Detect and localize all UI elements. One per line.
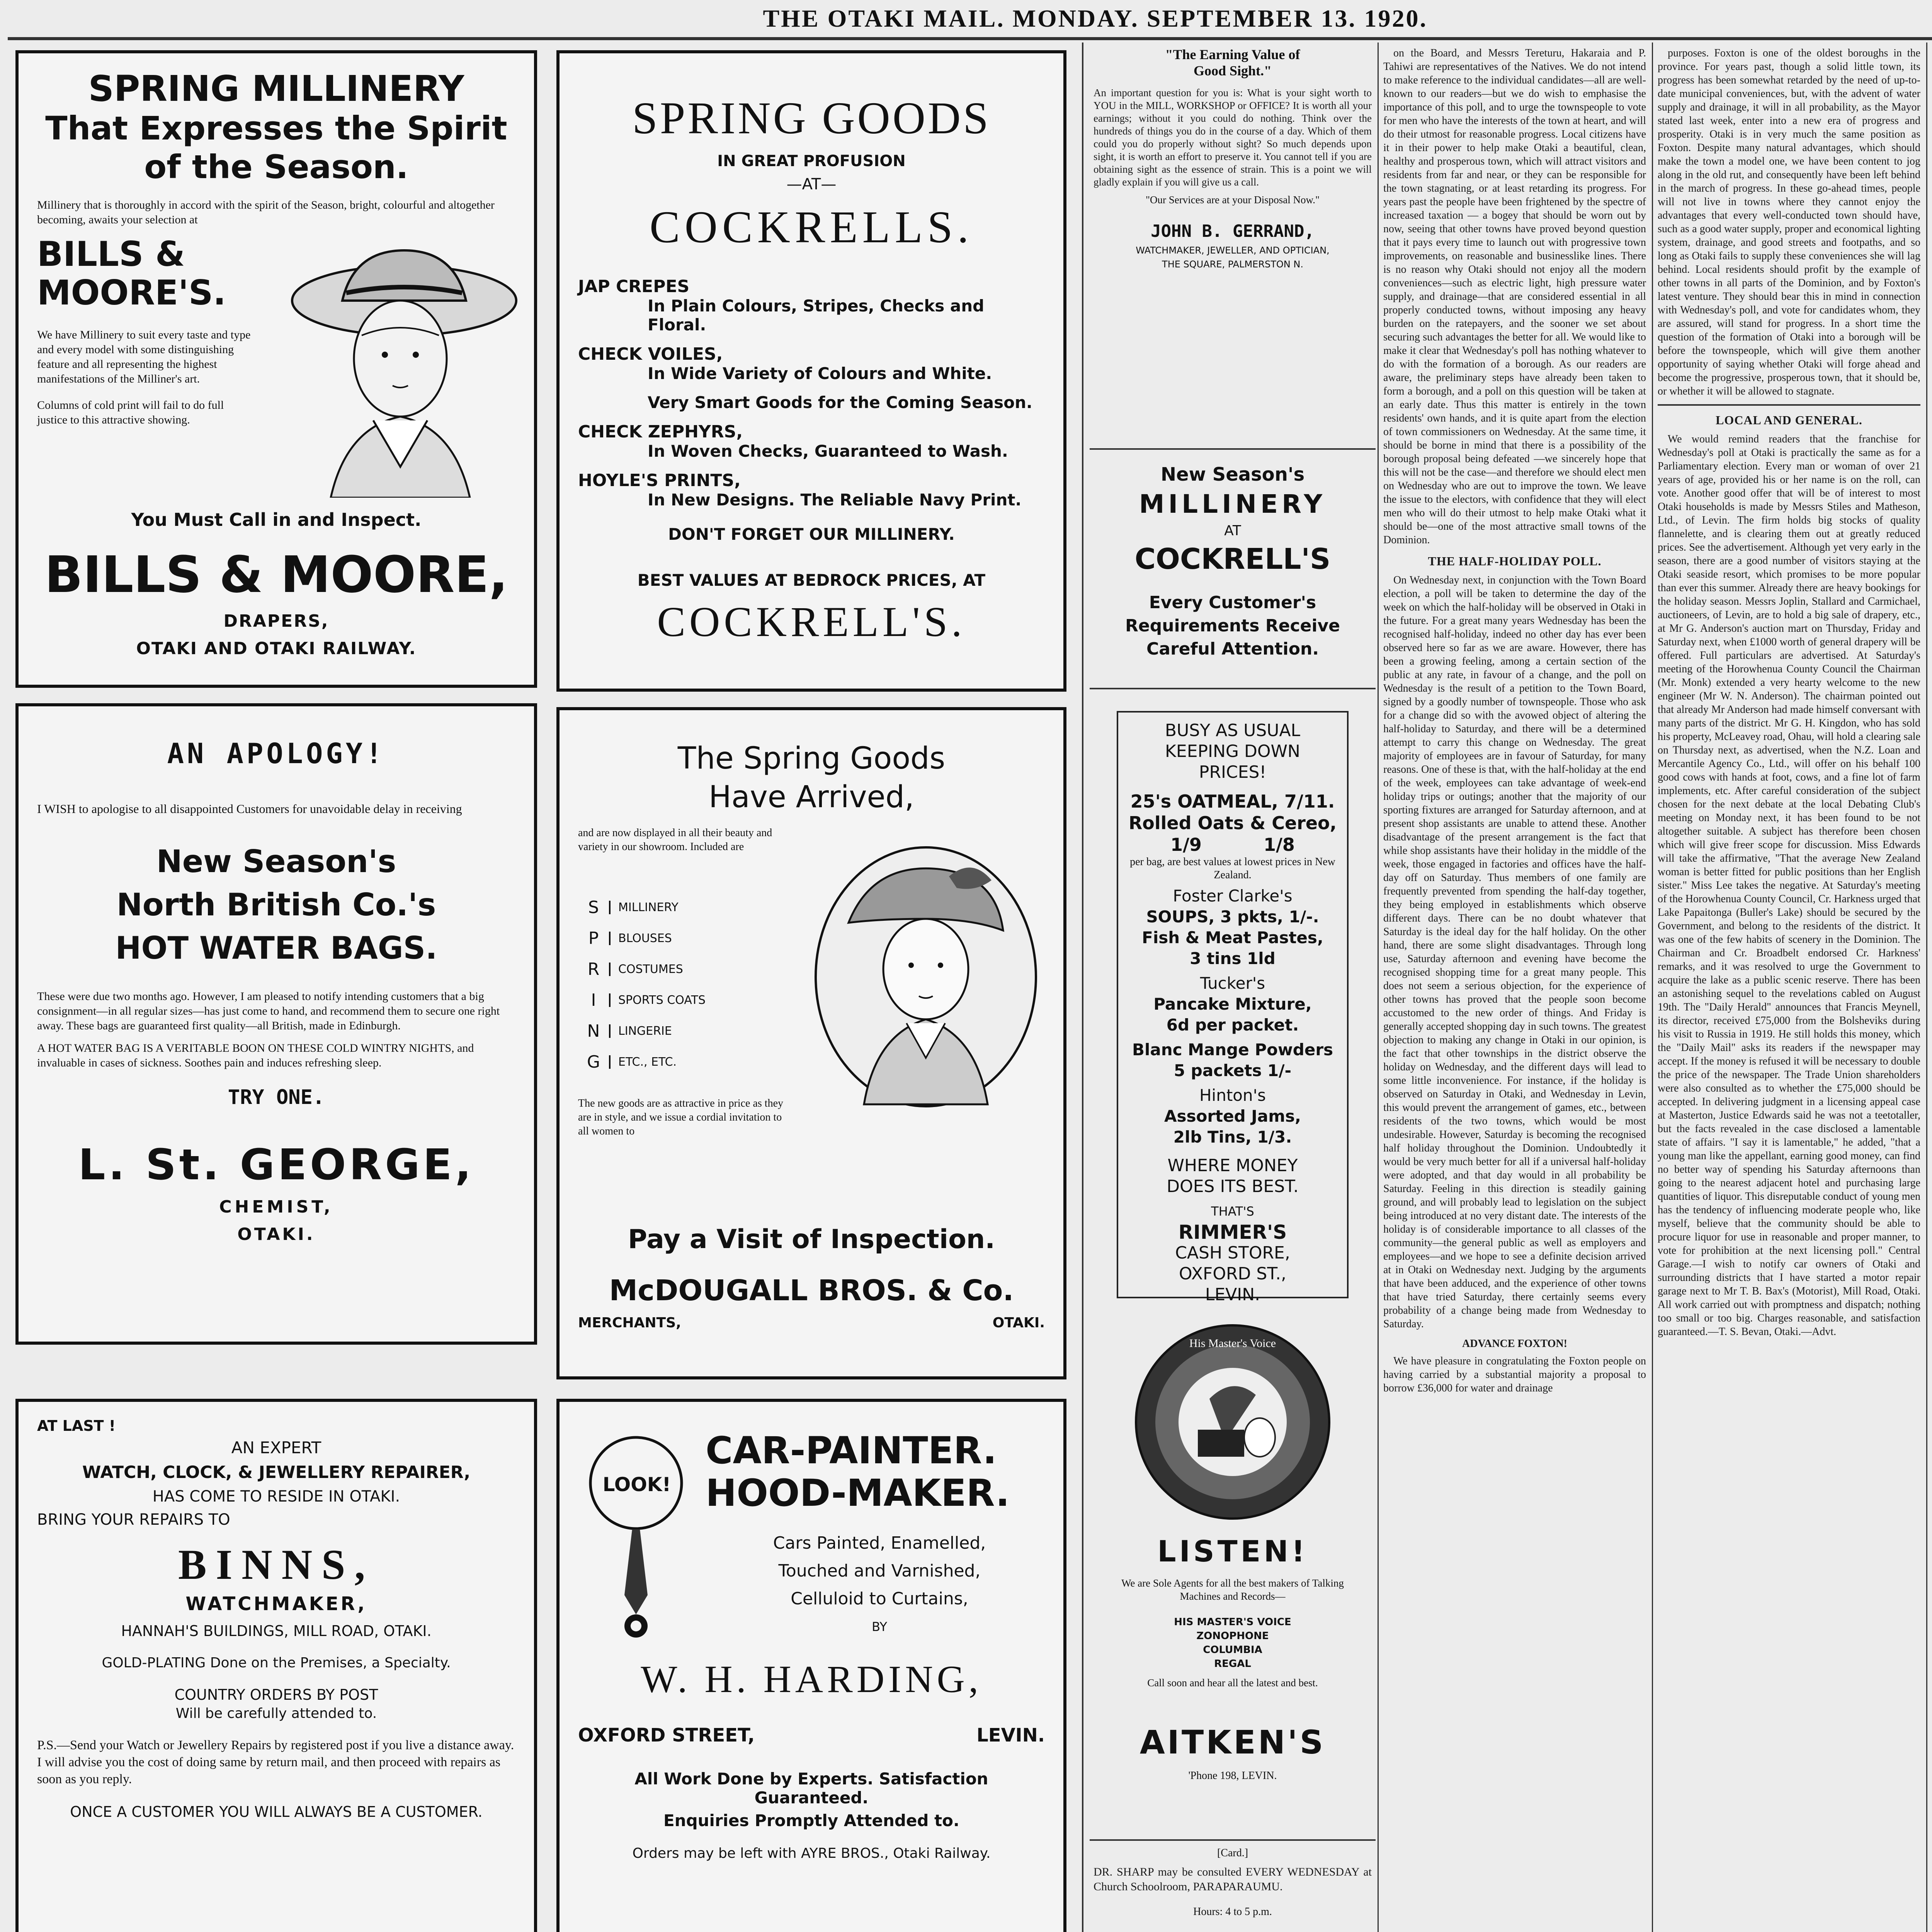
ad-body: We are Sole Agents for all the best makers of Talking Machines and Records— [1121, 1577, 1344, 1602]
ad-line-2: Touched and Varnished, [778, 1561, 981, 1581]
ad-body-2: A HOT WATER BAG IS A VERITABLE BOON ON THESE COLD WINTRY NIGHTS, and invaluable in cases of sickness. Soothes pain and induces refreshing sleep. [37, 1042, 474, 1069]
ad-best: BEST VALUES AT BEDROCK PRICES, AT [637, 571, 986, 590]
spring-list-item: ETC., ETC. [609, 1055, 677, 1069]
section-rule [1090, 448, 1376, 450]
ad-items [578, 277, 1045, 509]
ad-name: AITKEN'S [1139, 1723, 1326, 1761]
ad-name: L. St. GEORGE, [78, 1140, 474, 1189]
ad-look: LOOK! [602, 1473, 671, 1496]
spring-list-row [578, 1046, 779, 1077]
masthead-rule [8, 37, 1932, 40]
spring-list-item: BLOUSES [609, 932, 672, 945]
spring-letter: I [591, 990, 596, 1010]
ad-card: [Card.] [1217, 1847, 1248, 1859]
ad-line-2: MILLINERY [1139, 489, 1327, 519]
masthead: THE OTAKI MAIL. MONDAY. SEPTEMBER 13. 1920. [763, 5, 1428, 32]
ad-oatmeal: 25's OATMEAL, 7/11. [1130, 791, 1335, 812]
section-rule [1658, 404, 1920, 406]
ad-guarantee: All Work Done by Experts. Satisfaction Guaranteed. [634, 1769, 988, 1807]
ad-heading: "The Earning Value of [1165, 47, 1300, 62]
ad-fish: Fish & Meat Pastes, [1142, 928, 1323, 947]
ad-blanc-2: 5 packets 1/- [1173, 1061, 1292, 1080]
ad-body: The new goods are as attractive in price as they are in style, and we issue a cordial invitation to all women to [578, 1097, 784, 1137]
ad-foster: Foster Clarke's [1173, 886, 1293, 905]
ad-at: —AT— [786, 175, 837, 193]
column-5-heading: LOCAL AND GENERAL. [1716, 413, 1862, 427]
ad-guarantee-2: Enquiries Promptly Attended to. [663, 1811, 959, 1830]
spring-letter: G [587, 1052, 600, 1072]
ad-name-big-2: MOORE'S. [37, 273, 226, 313]
ad-trade: CHEMIST, [219, 1197, 333, 1217]
ad-spring-list [578, 892, 779, 1077]
column-5-text-2: We would remind readers that the franchise for Wednesday's poll at Otaki is practically the same as for a Parliamentary election. Every man or woman of over 21 years of age, provided his or her name is on the roll, can vote. Another good offer that will be of interest to most Otaki households is made by Messrs Stiles and Matheson, Ltd., of Levin. The firm holds big stocks of quality flannelette, and is clearing them out at greatly reduced prices. See the advertisement. Although yet very early in the season, there are a good number of visitors staying at the Otaki seaside resort, which promises to be more popular than ever this summer. Already there are heavy bookings for the holiday season. Messrs Joplin, Stallard and Carmichael, auctioneers, of Levin, are to hold a big sale of drapery, etc., at Mr G. Anderson's auction mart on Thursday, Friday and Saturday next, when £1000 worth of general drapery will be offered. Full particulars are advertised. At Saturday's meeting of the Horowhenua County Council the Chairman (Mr. Monk) extended a very hearty welcome to the new engineer (Mr W. N. Anderson). The chairman pointed out that already Mr Anderson had made himself conversant with many parts of the district. Mr G. H. Kingdon, who has sold his property, McLeavey road, Ohau, will hold a clearing sale on Thursday next, as advertised, when the N.Z. Loan and Mercantile Agency Co., Ltd., will offer on his behalf 100 good cows with hands at foot, cows, and a fine lot of farm implements, etc. After careful consideration of the subject chosen for the next debate at the local Debating Club's meeting on Monday next, it has been found to be not altogether suitable. A subject has therefore been chosen which will give freer scope for discussion. Miss Edwards will take the affirmative, "That the average New Zealand woman is better fitted for public positions than her English sister." Miss Lee takes the negative. At Saturday's meeting of the Horowhenua County Council, Cr. Harkness urged that Lake Papaitonga (Buller's Lake) should be secured by the Government, and belong to the residents of the district. It was one of the few habits of scenery in the Dominion. The Chairman and Cr. Broadbelt endorsed Cr. Harkness' remarks, and it was resolved to urge the Government to acquire the lake as a public scenic reserve. There has been an astonishing sequel to the revelations cabled on August 19th. The "Daily Herald" announces that Francis Meynell, its director, received £75,000 from the Bolsheviks during his visit to Russia in 1919. He still holds this money, which the "Daily Mail" asks its readers if the newspaper may accept. If the money is refused it will be necessary to double the price of the newspaper. The Trade Union shareholders were also consulted as to whether the £75,000 should be accepted. In delivering judgment in a licensing appeal case at Masterton, Justice Edwards said he was not a teetotaller, but the facts revealed in the case disclosed a lamentable state of affairs. "I say it is lamentable," he added, "that a young man like the appellant, earning good money, can find no better way of spending his Saturday afternoons than going to the nearest adjacent hotel and purchasing large quantities of liquor. This disreputable conduct of young men has the tendency of influencing moderate people who, like myself, believe that the community should be able to procure liquor for use in reasonable and proper manner, to vote for prohibition at the next licensing poll." Central Garage.—I wish to notify car owners of Otaki and surrounding districts that I have started a motor repair garage next to Mr T. B. Bax's (Motorist), Mill Road, Otaki. All work carried out with promptness and dispatch; nothing too small or too big. Charges reasonable, and satisfaction guaranteed.—T. S. Bevan, Otaki.—Advt. [1658, 433, 1920, 1338]
ad-street: OXFORD STREET, [578, 1725, 755, 1746]
cockrell-item [578, 471, 1045, 509]
cockrell-item-text: In New Designs. The Reliable Navy Print. [648, 490, 1022, 509]
hat-lady-illustration [284, 235, 524, 498]
column-5 [1658, 46, 1920, 1932]
ad-rolled-prices: 1/9 1/8 [1170, 834, 1295, 855]
ad-town: OTAKI. [992, 1315, 1045, 1331]
ad-intro: Millinery that is thoroughly in accord with the spirit of the Season, bright, colourful and altogether becoming, awaits your selection at [37, 199, 495, 226]
ad-body: DR. SHARP may be consulted EVERY WEDNESDAY at Church Schoolroom, PARAPARAUMU. [1094, 1866, 1372, 1893]
ad-line-4: BRING YOUR REPAIRS TO [37, 1511, 230, 1529]
column-rule [1926, 43, 1927, 1932]
ad-title: SPRING GOODS [632, 93, 991, 143]
spring-list-row [578, 985, 779, 1015]
column-rule [1082, 43, 1083, 1932]
brand-1: HIS MASTER'S VOICE [1174, 1616, 1291, 1628]
ad-pancake-2: 6d per packet. [1166, 1015, 1299, 1034]
ad-heading-3: PRICES! [1199, 762, 1267, 782]
ad-body: An important question for you is: What is your sight worth to YOU in the MILL, WORKSHOP or OFFICE? It is worth all your earnings; without it you could do nothing. Think over the hundreds of things you do in the course of a day. Which of them could you do properly without sight? So much depends upon sight, it is worth an effort to preserve it. You cannot tell if you are obtaining sight as the essence of strain. This is a point we will gladly explain if you will give us a call. [1094, 87, 1372, 188]
ad-ps: P.S.—Send your Watch or Jewellery Repairs by registered post if you live a distance away. I will advise you the cost of doing same by return mail, and then proceed with repairs as soon as you reply. [37, 1738, 514, 1786]
cockrell-item-heading: CHECK VOILES, [578, 344, 723, 364]
ad-trade: MERCHANTS, [578, 1315, 681, 1331]
ad-name: RIMMER'S [1178, 1221, 1287, 1243]
ad-trade: WATCHMAKER, [185, 1593, 367, 1615]
ad-harding [556, 1399, 1066, 1932]
ad-body: These were due two months ago. However, I am pleased to notify intending customers that a big consignment—in all regular sizes—has just come to hand, and recommend them to secure one right away. These bags are guaranteed first quality—all British, made in Edinburgh. [37, 990, 500, 1032]
spring-list-row [578, 892, 779, 923]
ad-heading: BUSY AS USUAL [1165, 721, 1301, 740]
ad-address: THE SQUARE, PALMERSTON N. [1162, 259, 1303, 270]
ad-title-2: HOOD-MAKER. [706, 1471, 1010, 1515]
ad-firm-2: COCKRELL'S. [657, 598, 966, 645]
section-rule [1090, 1839, 1376, 1841]
ad-line-4: COCKRELL'S [1134, 543, 1331, 576]
ad-line-1: New Season's [1160, 464, 1305, 485]
ad-where-2: DOES ITS BEST. [1167, 1177, 1299, 1196]
ad-listen: LISTEN! [1157, 1534, 1308, 1568]
ad-jams: Assorted Jams, [1164, 1107, 1301, 1126]
column-4-text: on the Board, and Messrs Tereturu, Hakaraia and P. Tahiwi are representatives of the Natives. We do not intend to make reference to the individual candidates—all are well-known to our readers—but we do wish to emphasise the importance of this poll, and to urge the townspeople to vote for men who have the interests of the town at heart, and will do their utmost for reasonable progress. Local citizens have it in their power to help make Otaki a beautiful, clean, healthy and prosperous town, which will attract visitors and residents from far and near, or they can be responsible for the town stagnating, or at least retarding its progress. For years past the people have been frightened by the spectre of increased taxation — a bogey that should be worn out by now, seeing that other towns have proved beyond question that it pays every time to launch out with progressive town improvements, on reasonable and businesslike lines. There is no reason why Otaki should not enjoy all the modern conveniences—such as electric light, high pressure water supply, and drainage—that are considered essential in all properly conducted towns, without imposing any heavy burden on the ratepayers, and the sooner we set about securing such advantages the better for all. We would like to make it clear that Wednesday's poll has nothing whatever to do with the formation of a borough. As our readers are aware, the preliminary steps have already been taken to form a borough, and a poll on this question will be taken at an early date. Thus this matter is entirely in the town residents' own hands, and it is quite apart from the election of town commissioners on Wednesday. At the same time, it should be borne in mind that there is a possibility of the borough proposal being defeated —we sincerely hope that this will not be the case—and therefore we should elect men on Wednesday who are out to improve the town. We leave the issue to the electors, with confidence that they will elect men who will do their utmost to help make Otaki what it should be—one of the most attractive small towns of the Dominion. [1383, 47, 1646, 546]
ad-pay: Pay a Visit of Inspection. [628, 1224, 995, 1255]
ad-jams-2: 2lb Tins, 1/3. [1173, 1128, 1292, 1146]
ad-line-3: Celluloid to Curtains, [791, 1589, 968, 1609]
ad-title: SPRING MILLINERY [88, 68, 464, 109]
lady-portrait-illustration [810, 842, 1042, 1112]
column-4-heading-2: ADVANCE FOXTON! [1462, 1338, 1567, 1350]
ad-bills-moore [15, 50, 537, 688]
ad-country-2: Will be carefully attended to. [175, 1706, 377, 1721]
ad-title: AN APOLOGY! [167, 737, 386, 770]
ad-name: BINNS, [178, 1541, 374, 1588]
ad-fish-2: 3 tins 1ld [1190, 949, 1276, 968]
spring-list-item: LINGERIE [609, 1024, 672, 1038]
ad-sharp [1094, 1847, 1372, 1932]
ad-address: HANNAH'S BUILDINGS, MILL ROAD, OTAKI. [121, 1622, 432, 1639]
spring-list-item: SPORTS COATS [609, 993, 706, 1007]
cockrell-item-heading: JAP CREPES [578, 277, 690, 296]
ad-orders: Orders may be left with AYRE BROS., Otaki Railway. [632, 1845, 991, 1861]
ad-title: The Spring Goods [677, 741, 946, 776]
brand-3: COLUMBIA [1203, 1644, 1262, 1656]
spring-list-row [578, 1015, 779, 1046]
brand-2: ZONOPHONE [1196, 1630, 1269, 1642]
ad-by: BY [872, 1619, 887, 1634]
cockrell-item-heading: CHECK ZEPHYRS, [578, 422, 743, 442]
ad-call: You Must Call in and Inspect. [131, 509, 422, 530]
look-badge-icon [586, 1433, 686, 1649]
ad-rolled: Rolled Oats & Cereo, [1128, 813, 1337, 833]
ad-body: We have Millinery to suit every taste and type and every model with some distinguishing feature and all representing the highest manifestations of the Milliner's art. [37, 328, 251, 385]
spring-list-item: COSTUMES [609, 963, 683, 976]
spring-letter: S [588, 897, 599, 917]
ad-line-3: AT [1224, 523, 1241, 539]
ad-street: OXFORD ST., [1179, 1264, 1286, 1284]
ad-title-2: That Expresses the Spirit [45, 109, 507, 147]
ad-aitken [1094, 1314, 1372, 1828]
ad-hours: Hours: 4 to 5 p.m. [1193, 1906, 1272, 1918]
ad-title: CAR-PAINTER. [706, 1429, 997, 1472]
cockrell-item-heading: HOYLE'S PRINTS, [578, 471, 741, 490]
brand-4: REGAL [1214, 1658, 1251, 1670]
ad-sub: IN GREAT PROFUSION [717, 152, 906, 170]
ad-title-3: of the Season. [144, 148, 408, 186]
ad-body-2: Columns of cold print will fail to do full justice to this attractive showing. [37, 399, 224, 426]
cockrell-item-text: In Plain Colours, Stripes, Checks and Floral. [648, 296, 985, 334]
spring-list-row [578, 954, 779, 985]
ad-town: OTAKI. [237, 1225, 315, 1244]
ad-line-3: HAS COME TO RESIDE IN OTAKI. [152, 1488, 400, 1505]
cockrell-item [578, 344, 1045, 383]
his-masters-voice-logo-icon [1132, 1321, 1333, 1522]
ad-firm: BILLS & MOORE, [44, 545, 508, 604]
column-rule [1652, 43, 1653, 1932]
ad-line-3: HOT WATER BAGS. [115, 930, 437, 966]
ad-line-2: North British Co.'s [116, 887, 436, 923]
cockrell-item-text: Very Smart Goods for the Coming Season. [648, 393, 1032, 412]
column-4-text-2: On Wednesday next, in conjunction with the Town Board election, a poll will be taken to determine the day of the week on which the half-holiday will be observed in Otaki in the future. For a great many years Wednesday has been the recognised half-holiday, indeed no other day has ever been observed here so far as we are aware. However, there has been a growing feeling, among a certain section of the public at any rate, in favour of a change, and the poll on Wednesday is the result of a petition to the Town Board, signed by a goodly number of townspeople. Those who ask for a change did so with the avowed object of altering the half-holiday to Saturday, and there will be a determined attempt to carry this change on Wednesday. The great majority of employees are in favour of Saturday, for many reasons. One of these is that, with the half-holiday at the end of the week, employees can take advantage of week-end holiday trips or outings; another that the majority of our sporting fixtures are arranged for Saturday afternoon, and at present shop assistants are unable to attend these. Another disadvantage of the present arrangement is the fact that while shop assistants have their holiday in the middle of the week, those engaged in factories and offices have the half-day off on Saturday. Thus members of one family are frequently prevented from spending the half-day together, they being employed in establishments which observe different days. There can be no doubt whatever that Saturday is the ideal day for the half holiday. On the other hand, there are some slight disadvantages. Through long use, Saturday afternoon and evening have become the recognised shopping time for a great many people. This does not seem a serious objection, for the experience of other towns has proved that the people soon become accustomed to the new order of things. And Friday is generally accepted shopping day in such towns. The greatest objection to making any change in Otaki in our opinion, is the fact that other townships in the district observe the holiday on Wednesday, and the different days will lead to some little inconvenience. For instance, if the holiday is observed on Saturday in Otaki, and Wednesday in Levin, this would prevent the arrangement of games, etc., between residents of the two towns, which would be most undesirable. However, Saturday is becoming the recognised half holiday throughout the Dominion. Undoubtedly it would be very much better for all if a universal half-holiday were adopted, and that day would in all probability be Saturday. Feeling in this direction is steadily gaining ground, and will probably lead to legislation on the subject being introduced at no very distant date. The interests of the holiday is of considerable importance to all classes of the community—the general public as well as employers and employees—and we hope to see a definite decision arrived at in Otaki on Wednesday next. Judging by the arguments that have been adduced, and the experience of other towns that have tried Saturday, there certainly seems every probability of a change being made from Wednesday to Saturday. [1383, 574, 1646, 1330]
ad-line-2: WATCH, CLOCK, & JEWELLERY REPAIRER, [82, 1463, 471, 1482]
ad-line-1: New Season's [156, 844, 396, 879]
ad-heading-2: KEEPING DOWN [1165, 742, 1300, 761]
cockrell-item-text: In Woven Checks, Guaranteed to Wash. [648, 442, 1008, 461]
ad-line-1: Cars Painted, Enamelled, [773, 1533, 986, 1553]
column-4-heading: THE HALF-HOLIDAY POLL. [1428, 554, 1602, 568]
ad-town: LEVIN. [1205, 1285, 1260, 1304]
section-rule [1090, 688, 1376, 689]
ad-st-george [15, 703, 537, 1345]
cockrell-item [578, 422, 1045, 461]
ad-line-5: Every Customer's Requirements Receive Careful Attention. [1125, 593, 1340, 659]
ad-try: TRY ONE. [228, 1086, 325, 1109]
ad-hinton: Hinton's [1199, 1086, 1266, 1105]
ad-blanc: Blanc Mange Powders [1132, 1040, 1333, 1059]
ad-thats: THAT'S [1211, 1204, 1254, 1219]
ad-firm: COCKRELLS. [650, 202, 973, 252]
ad-intro: I WISH to apologise to all disappointed Customers for unavoidable delay in receiving [37, 802, 462, 816]
ad-town: LEVIN. [976, 1725, 1045, 1746]
ad-line-1: AN EXPERT [231, 1438, 321, 1457]
ad-name: JOHN B. GERRAND, [1151, 221, 1315, 241]
ad-tucker: Tucker's [1200, 974, 1265, 993]
ad-cockrells [556, 50, 1066, 692]
column-5-text: purposes. Foxton is one of the oldest boroughs in the province. For years past, though a solid little town, its progress has been somewhat retarded by the need of up-to-date municipal conveniences, but, with the advent of water supply and drainage, it will in all probability, as the Mayor stated last week, enter into a new era of progress and prosperity. Otaki is in very much the same position as Foxton. Despite many natural advantages, which should make the town a model one, we have been content to jog along in the old rut, and consequently have been left behind in the march of progress. In these go-ahead times, people will not live in towns where they cannot enjoy the advantages that every well-conducted town should have, such as a good water supply, proper and economical lighting system, drainage, and good streets and footpaths, and so long as Otaki fails to supply these conveniences she will lag behind. Local residents should profit by the example of other towns in all parts of the Dominion, and by Foxton's latest venture. They should bear this in mind in connection with Wednesday's poll, and vote for candidates whom, they are assured, will stand for progress. In a short time the question of the formation of Otaki into a borough will be before the townspeople, which will give them another opportunity of saying whether Otaki will forge ahead and become the progressive, prosperous town, that it should be, or whether it will be allowed to stagnate. [1658, 47, 1920, 397]
spring-letter: P [588, 928, 599, 948]
ad-at-last: AT LAST ! [37, 1417, 116, 1434]
spring-letter: N [587, 1021, 600, 1041]
ad-where: WHERE MONEY [1167, 1156, 1298, 1175]
ad-store: CASH STORE, [1175, 1243, 1290, 1263]
cockrell-item-text: In Wide Variety of Colours and White. [648, 364, 992, 383]
ad-rimmer [1117, 711, 1349, 1304]
ad-trade: DRAPERS, [223, 611, 329, 631]
ad-trade: WATCHMAKER, JEWELLER, AND OPTICIAN, [1136, 245, 1330, 256]
ad-phone: 'Phone 198, LEVIN. [1188, 1770, 1277, 1782]
hmv-label: His Master's Voice [1189, 1337, 1276, 1350]
ad-binns [15, 1399, 537, 1932]
spring-letter: R [587, 959, 600, 979]
spring-list-row [578, 923, 779, 954]
ad-rolled-note: per bag, are best values at lowest prices in New Zealand. [1130, 856, 1335, 881]
column-4-text-3: We have pleasure in congratulating the Foxton people on having carried by a substantial majority a proposal to borrow £36,000 for water and drainage [1383, 1355, 1646, 1394]
ad-once: ONCE A CUSTOMER YOU WILL ALWAYS BE A CUSTOMER. [70, 1803, 483, 1820]
column-4 [1383, 46, 1646, 1932]
ad-gold: GOLD-PLATING Done on the Premises, a Specialty. [102, 1655, 451, 1671]
ad-name: W. H. HARDING, [641, 1658, 982, 1701]
ad-intro: and are now displayed in all their beauty and variety in our showroom. Included are [578, 827, 772, 853]
ad-motto: "Our Services are at your Disposal Now." [1146, 194, 1320, 206]
ad-name-big: BILLS & [37, 234, 185, 274]
spring-list-item: MILLINERY [609, 901, 679, 914]
ad-call: Call soon and hear all the latest and best. [1147, 1677, 1318, 1689]
ad-title-2: Have Arrived, [709, 780, 914, 815]
cockrell-item [578, 393, 1045, 412]
ad-soups: SOUPS, 3 pkts, 1/-. [1146, 907, 1319, 926]
ad-cockrell-small [1094, 456, 1372, 680]
ad-heading-2: Good Sight." [1193, 63, 1272, 78]
ad-country-1: COUNTRY ORDERS BY POST [174, 1686, 378, 1703]
ad-pancake: Pancake Mixture, [1153, 995, 1312, 1014]
column-rule [1378, 43, 1379, 1932]
ad-gerrand [1094, 46, 1372, 444]
ad-address: OTAKI AND OTAKI RAILWAY. [136, 639, 417, 658]
ad-mcdougall [556, 707, 1066, 1379]
ad-dont: DON'T FORGET OUR MILLINERY. [668, 525, 955, 544]
ad-firm: McDOUGALL BROS. & Co. [609, 1274, 1014, 1307]
cockrell-item [578, 277, 1045, 334]
